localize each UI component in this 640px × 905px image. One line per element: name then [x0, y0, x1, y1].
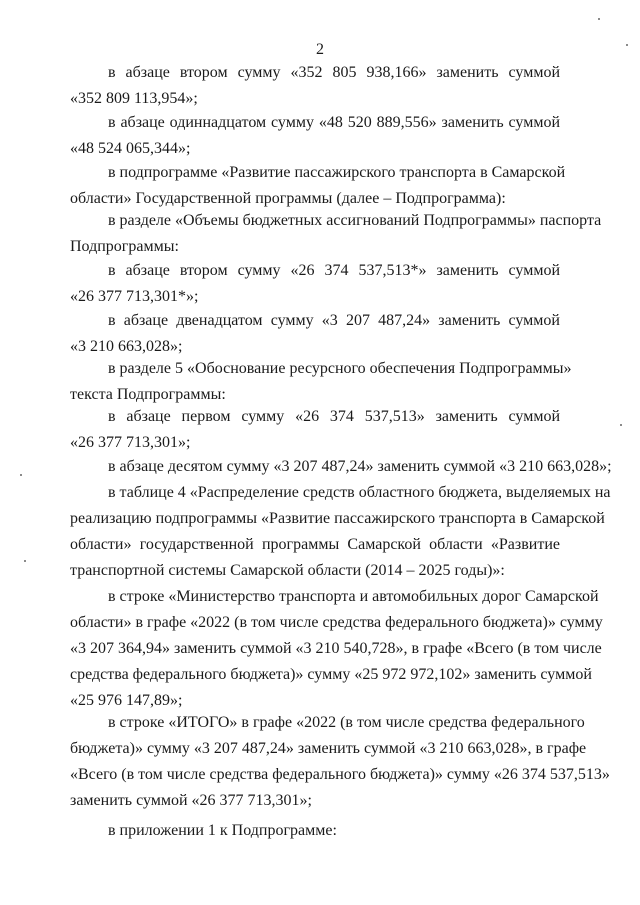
- text-line: «25 976 147,89»;: [70, 692, 183, 709]
- page-number: 2: [316, 41, 324, 58]
- text-line: «26 377 713,301»;: [70, 434, 191, 451]
- scan-speck: [626, 44, 628, 46]
- text-line: «3 210 663,028»;: [70, 338, 183, 355]
- text-line: в строке «ИТОГО» в графе «2022 (в том числе средства федерального: [108, 714, 585, 731]
- text-line: текста Подпрограммы:: [70, 386, 226, 403]
- scan-speck: [20, 474, 22, 476]
- text-line: области» в графе «2022 (в том числе средства федерального бюджета)» сумму: [70, 614, 603, 631]
- text-line: «352 809 113,954»;: [70, 90, 198, 107]
- text-line: в таблице 4 «Распределение средств областного бюджета, выделяемых на: [108, 484, 611, 501]
- text-line: в абзаце втором сумму «26 374 537,513*» заменить суммой: [108, 262, 560, 279]
- scan-speck: [24, 560, 26, 562]
- text-line: реализацию подпрограммы «Развитие пассажирского транспорта в Самарской: [70, 510, 605, 527]
- text-line: транспортной системы Самарской области (2014 – 2025 годы)»:: [70, 562, 505, 579]
- text-line: «3 207 364,94» заменить суммой «3 210 540,728», в графе «Всего (в том числе: [70, 640, 602, 657]
- text-line: в строке «Министерство транспорта и автомобильных дорог Самарской: [108, 588, 599, 605]
- scan-speck: [598, 18, 600, 20]
- text-line: в приложении 1 к Подпрограмме:: [108, 822, 337, 839]
- text-line: области» государственной программы Самарской области «Развитие: [70, 536, 560, 553]
- scan-speck: [620, 424, 622, 426]
- text-line: «26 377 713,301*»;: [70, 288, 199, 305]
- text-line: в абзаце двенадцатом сумму «3 207 487,24» заменить суммой: [108, 312, 560, 329]
- text-line: в абзаце десятом сумму «3 207 487,24» заменить суммой «3 210 663,028»;: [108, 458, 612, 475]
- text-line: бюджета)» сумму «3 207 487,24» заменить суммой «3 210 663,028», в графе: [70, 740, 587, 757]
- text-line: «Всего (в том числе средства федерального бюджета)» сумму «26 374 537,513»: [70, 766, 610, 783]
- text-line: в абзаце первом сумму «26 374 537,513» заменить суммой: [108, 408, 560, 425]
- text-line: «48 524 065,344»;: [70, 140, 191, 157]
- text-line: области» Государственной программы (далее – Подпрограмма):: [70, 190, 506, 207]
- text-line: средства федерального бюджета)» сумму «25 972 972,102» заменить суммой: [70, 666, 592, 683]
- text-line: в подпрограмме «Развитие пассажирского транспорта в Самарской: [108, 164, 566, 181]
- text-line: в разделе «Объемы бюджетных ассигнований Подпрограммы» паспорта: [108, 212, 602, 229]
- text-line: Подпрограммы:: [70, 238, 179, 255]
- text-line: в абзаце втором сумму «352 805 938,166» заменить суммой: [108, 64, 560, 81]
- text-line: в разделе 5 «Обоснование ресурсного обеспечения Подпрограммы»: [108, 360, 572, 377]
- text-line: заменить суммой «26 377 713,301»;: [70, 792, 312, 809]
- text-line: в абзаце одиннадцатом сумму «48 520 889,556» заменить суммой: [108, 114, 560, 131]
